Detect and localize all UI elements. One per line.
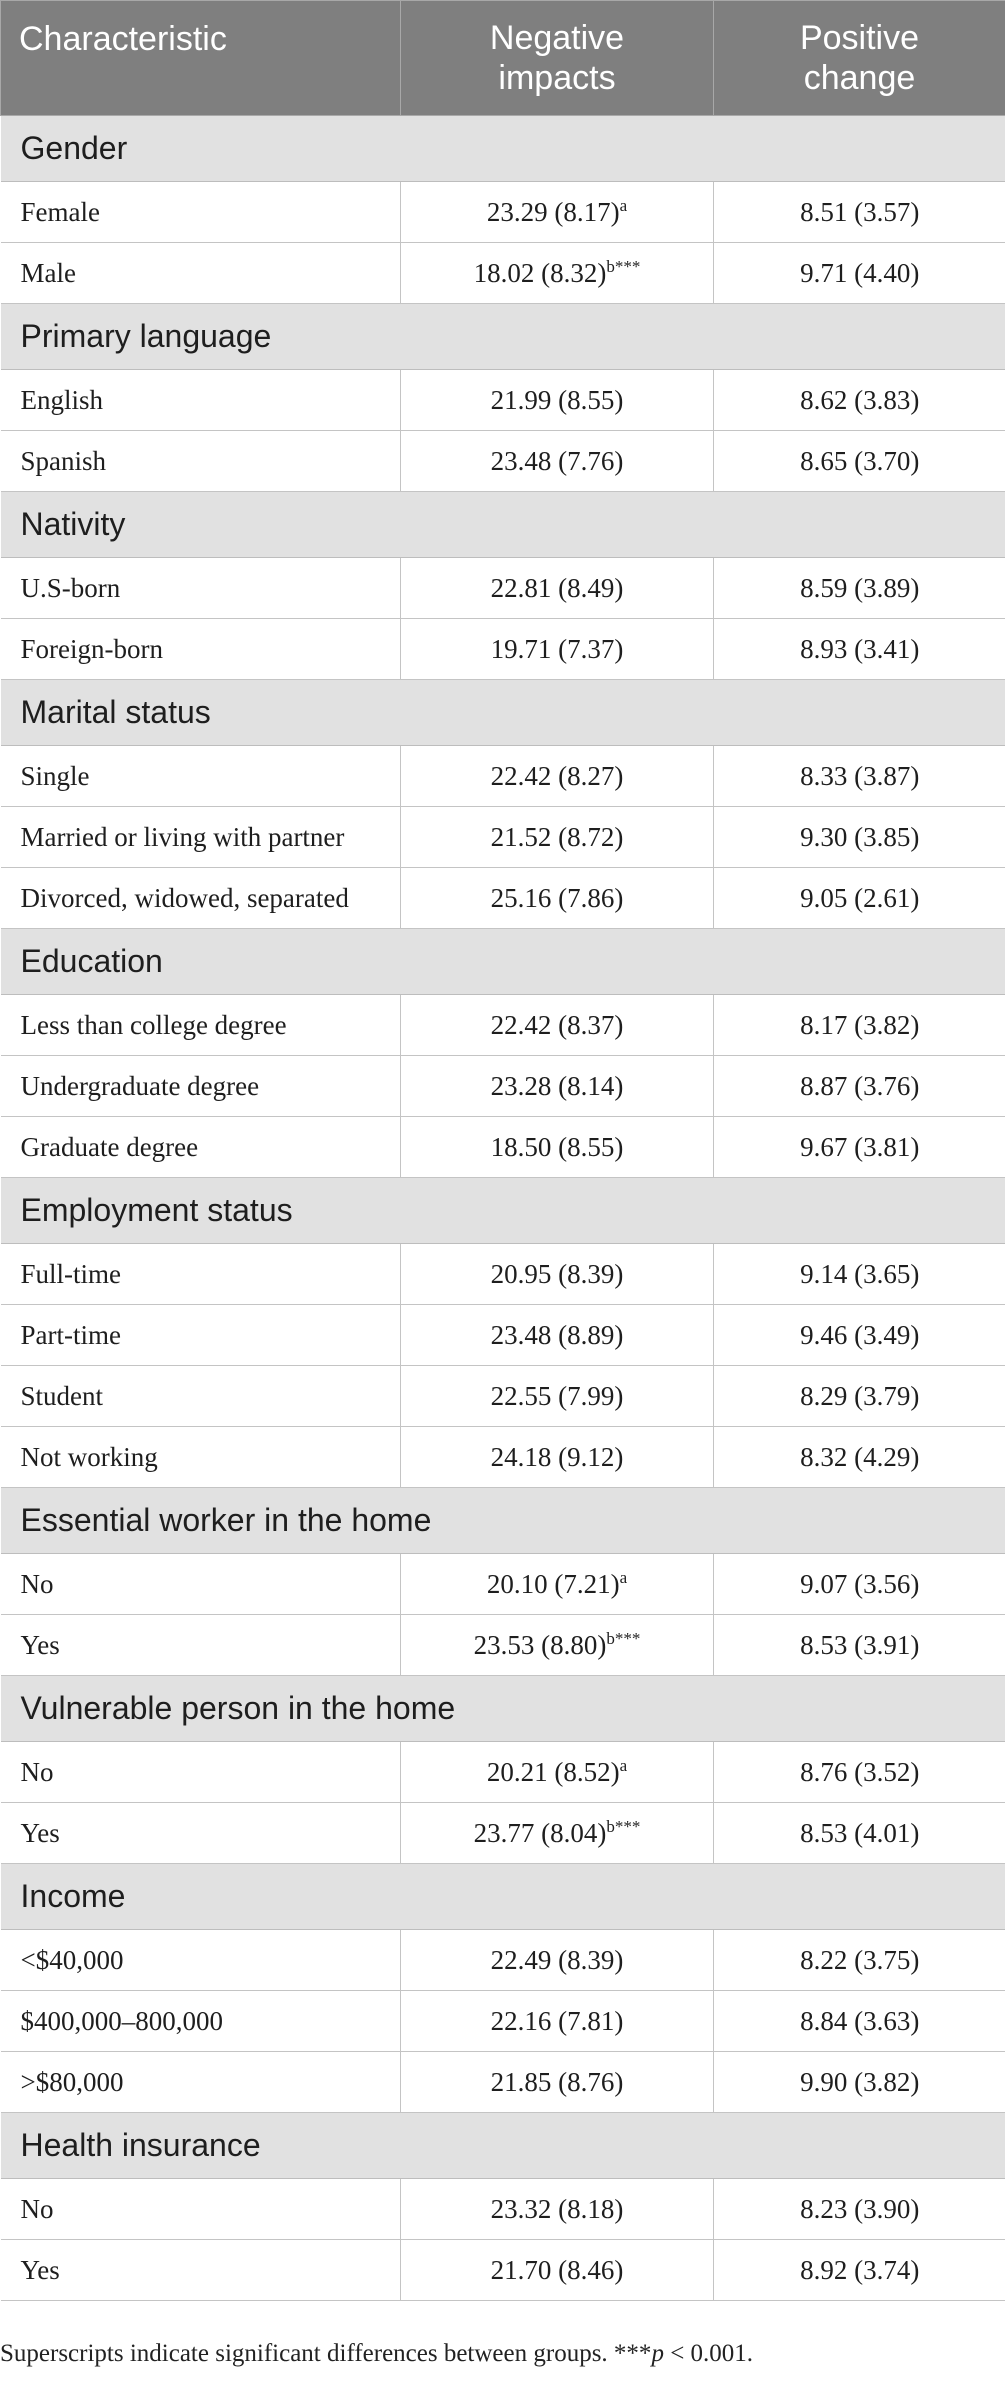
table-row xyxy=(1,2179,1005,2240)
table-row xyxy=(1,868,1005,929)
row-label: Part-time xyxy=(1,1305,401,1366)
group-row xyxy=(1,1864,1005,1930)
group-row xyxy=(1,304,1005,370)
group-label: Essential worker in the home xyxy=(1,1488,1005,1554)
header-negative-line1: Negative xyxy=(489,19,625,57)
row-label: Full-time xyxy=(1,1244,401,1305)
positive-change-cell: 9.46 (3.49) xyxy=(714,1305,1005,1366)
negative-impacts-value: 21.52 (8.72) xyxy=(490,821,624,852)
table-row xyxy=(1,1991,1005,2052)
negative-impacts-cell xyxy=(401,1366,714,1427)
row-label: English xyxy=(1,370,401,431)
table-row xyxy=(1,182,1005,243)
negative-impacts-cell xyxy=(401,1615,714,1676)
negative-impacts-value: 21.85 (8.76) xyxy=(490,2066,624,2097)
positive-change-cell: 9.90 (3.82) xyxy=(714,2052,1005,2113)
row-label: Foreign-born xyxy=(1,619,401,680)
table-row xyxy=(1,1803,1005,1864)
table-row xyxy=(1,1117,1005,1178)
footnote-text-after: < 0.001. xyxy=(663,2340,754,2367)
group-label: Income xyxy=(1,1864,1005,1930)
negative-impacts-cell xyxy=(401,431,714,492)
table-row xyxy=(1,558,1005,619)
negative-impacts-value: 20.95 (8.39) xyxy=(490,1258,624,1289)
table-row xyxy=(1,1930,1005,1991)
group-row xyxy=(1,1676,1005,1742)
table-row xyxy=(1,1554,1005,1615)
negative-impacts-cell xyxy=(401,807,714,868)
header-negative-line2: impacts xyxy=(498,59,616,97)
header-characteristic-label: Characteristic xyxy=(19,20,227,58)
negative-impacts-value: 25.16 (7.86) xyxy=(490,882,624,913)
negative-impacts-value: 23.48 (7.76) xyxy=(490,445,624,476)
header-positive-change xyxy=(714,1,1005,116)
negative-impacts-value: 22.16 (7.81) xyxy=(490,2005,624,2036)
positive-change-cell: 9.14 (3.65) xyxy=(714,1244,1005,1305)
group-label: Primary language xyxy=(1,304,1005,370)
negative-impacts-cell xyxy=(401,182,714,243)
negative-impacts-value: 23.28 (8.14) xyxy=(490,1070,624,1101)
table-row xyxy=(1,1615,1005,1676)
positive-change-cell: 9.71 (4.40) xyxy=(714,243,1005,304)
positive-change-cell: 8.87 (3.76) xyxy=(714,1056,1005,1117)
negative-impacts-cell xyxy=(401,243,714,304)
negative-impacts-cell xyxy=(401,1930,714,1991)
negative-impacts-cell xyxy=(401,619,714,680)
positive-change-cell: 9.05 (2.61) xyxy=(714,868,1005,929)
group-label: Employment status xyxy=(1,1178,1005,1244)
row-label: Female xyxy=(1,182,401,243)
group-row xyxy=(1,2113,1005,2179)
table-row xyxy=(1,2052,1005,2113)
group-row xyxy=(1,116,1005,182)
negative-impacts-cell xyxy=(401,746,714,807)
positive-change-cell: 8.62 (3.83) xyxy=(714,370,1005,431)
negative-impacts-value: 20.21 (8.52) xyxy=(486,1756,620,1787)
positive-change-cell: 8.65 (3.70) xyxy=(714,431,1005,492)
group-label: Nativity xyxy=(1,492,1005,558)
significance-superscript: b*** xyxy=(606,1816,641,1836)
negative-impacts-value: 23.32 (8.18) xyxy=(490,2193,624,2224)
row-label: Yes xyxy=(1,1803,401,1864)
footnote-p-symbol: p xyxy=(651,2340,664,2367)
negative-impacts-cell xyxy=(401,868,714,929)
row-label: Less than college degree xyxy=(1,995,401,1056)
row-label: Married or living with partner xyxy=(1,807,401,868)
negative-impacts-cell xyxy=(401,1554,714,1615)
table-row xyxy=(1,746,1005,807)
row-label: Single xyxy=(1,746,401,807)
negative-impacts-value: 24.18 (9.12) xyxy=(490,1441,624,1472)
table-row xyxy=(1,370,1005,431)
negative-impacts-value: 18.02 (8.32) xyxy=(473,257,607,288)
negative-impacts-cell xyxy=(401,2052,714,2113)
positive-change-cell: 8.29 (3.79) xyxy=(714,1366,1005,1427)
row-label: Yes xyxy=(1,2240,401,2301)
header-negative-impacts xyxy=(401,1,714,116)
negative-impacts-value: 21.99 (8.55) xyxy=(490,384,624,415)
negative-impacts-value: 21.70 (8.46) xyxy=(490,2254,624,2285)
positive-change-cell: 8.92 (3.74) xyxy=(714,2240,1005,2301)
negative-impacts-value: 23.77 (8.04) xyxy=(473,1817,607,1848)
header-positive-line1: Positive xyxy=(799,19,920,57)
table-row xyxy=(1,1366,1005,1427)
table-row xyxy=(1,619,1005,680)
row-label: Graduate degree xyxy=(1,1117,401,1178)
negative-impacts-cell xyxy=(401,558,714,619)
group-label: Marital status xyxy=(1,680,1005,746)
positive-change-cell: 8.23 (3.90) xyxy=(714,2179,1005,2240)
table-row xyxy=(1,431,1005,492)
negative-impacts-value: 22.55 (7.99) xyxy=(490,1380,624,1411)
negative-impacts-cell xyxy=(401,1742,714,1803)
table-footnote xyxy=(0,2340,753,2368)
negative-impacts-cell xyxy=(401,1244,714,1305)
positive-change-cell: 8.93 (3.41) xyxy=(714,619,1005,680)
negative-impacts-value: 22.81 (8.49) xyxy=(490,572,624,603)
negative-impacts-cell xyxy=(401,370,714,431)
negative-impacts-cell xyxy=(401,1991,714,2052)
significance-superscript: a xyxy=(619,195,628,215)
significance-superscript: b*** xyxy=(606,1628,641,1648)
group-row xyxy=(1,1178,1005,1244)
positive-change-cell: 8.84 (3.63) xyxy=(714,1991,1005,2052)
positive-change-cell: 8.17 (3.82) xyxy=(714,995,1005,1056)
negative-impacts-value: 23.53 (8.80) xyxy=(473,1629,607,1660)
negative-impacts-cell xyxy=(401,1305,714,1366)
positive-change-cell: 8.53 (4.01) xyxy=(714,1803,1005,1864)
row-label: $400,000–800,000 xyxy=(1,1991,401,2052)
group-label: Health insurance xyxy=(1,2113,1005,2179)
table-body xyxy=(1,116,1005,2301)
negative-impacts-cell xyxy=(401,2240,714,2301)
table-row xyxy=(1,1427,1005,1488)
negative-impacts-value: 22.49 (8.39) xyxy=(490,1944,624,1975)
negative-impacts-value: 23.48 (8.89) xyxy=(490,1319,624,1350)
negative-impacts-cell xyxy=(401,1117,714,1178)
positive-change-cell: 8.76 (3.52) xyxy=(714,1742,1005,1803)
group-row xyxy=(1,1488,1005,1554)
row-label: Student xyxy=(1,1366,401,1427)
significance-superscript: a xyxy=(619,1567,628,1587)
table-row xyxy=(1,1244,1005,1305)
table-row xyxy=(1,1305,1005,1366)
header-characteristic xyxy=(1,1,401,116)
positive-change-cell: 8.51 (3.57) xyxy=(714,182,1005,243)
positive-change-cell: 9.67 (3.81) xyxy=(714,1117,1005,1178)
table-row xyxy=(1,995,1005,1056)
significance-superscript: b*** xyxy=(606,256,641,276)
group-label: Education xyxy=(1,929,1005,995)
footnote-text-before: Superscripts indicate significant differences between groups. *** xyxy=(0,2340,652,2367)
negative-impacts-cell xyxy=(401,1427,714,1488)
negative-impacts-cell xyxy=(401,2179,714,2240)
positive-change-cell: 8.32 (4.29) xyxy=(714,1427,1005,1488)
negative-impacts-value: 23.29 (8.17) xyxy=(486,196,620,227)
table-row xyxy=(1,2240,1005,2301)
positive-change-cell: 8.59 (3.89) xyxy=(714,558,1005,619)
table-row xyxy=(1,243,1005,304)
negative-impacts-value: 22.42 (8.37) xyxy=(490,1009,624,1040)
row-label: <$40,000 xyxy=(1,1930,401,1991)
negative-impacts-cell xyxy=(401,995,714,1056)
row-label: Undergraduate degree xyxy=(1,1056,401,1117)
row-label: Not working xyxy=(1,1427,401,1488)
table-row xyxy=(1,1056,1005,1117)
positive-change-cell: 9.30 (3.85) xyxy=(714,807,1005,868)
positive-change-cell: 8.33 (3.87) xyxy=(714,746,1005,807)
negative-impacts-cell xyxy=(401,1803,714,1864)
negative-impacts-value: 19.71 (7.37) xyxy=(490,633,624,664)
row-label: >$80,000 xyxy=(1,2052,401,2113)
row-label: Divorced, widowed, separated xyxy=(1,868,401,929)
negative-impacts-cell xyxy=(401,1056,714,1117)
group-label: Gender xyxy=(1,116,1005,182)
table-row xyxy=(1,807,1005,868)
significance-superscript: a xyxy=(619,1755,628,1775)
negative-impacts-value: 22.42 (8.27) xyxy=(490,760,624,791)
row-label: Male xyxy=(1,243,401,304)
group-row xyxy=(1,492,1005,558)
positive-change-cell: 9.07 (3.56) xyxy=(714,1554,1005,1615)
negative-impacts-value: 20.10 (7.21) xyxy=(486,1568,620,1599)
group-row xyxy=(1,680,1005,746)
row-label: U.S-born xyxy=(1,558,401,619)
row-label: No xyxy=(1,1554,401,1615)
header-positive-line2: change xyxy=(803,59,916,97)
row-label: Spanish xyxy=(1,431,401,492)
row-label: Yes xyxy=(1,1615,401,1676)
group-label: Vulnerable person in the home xyxy=(1,1676,1005,1742)
negative-impacts-value: 18.50 (8.55) xyxy=(490,1131,624,1162)
row-label: No xyxy=(1,1742,401,1803)
table-row xyxy=(1,1742,1005,1803)
positive-change-cell: 8.53 (3.91) xyxy=(714,1615,1005,1676)
group-row xyxy=(1,929,1005,995)
positive-change-cell: 8.22 (3.75) xyxy=(714,1930,1005,1991)
header-row xyxy=(1,1,1005,116)
row-label: No xyxy=(1,2179,401,2240)
